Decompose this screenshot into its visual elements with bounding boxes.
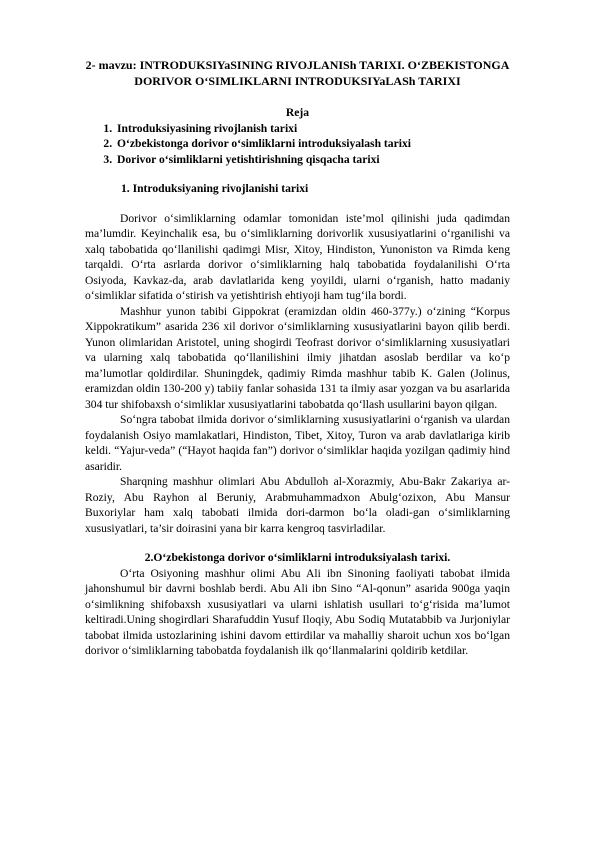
- section-2-heading: 2.O‘zbekistonga dorivor o‘simliklarni introduksiyalash tarixi.: [144, 551, 451, 564]
- plan-item: 2. O‘zbekistonga dorivor o‘simliklarni introduksiyalash tarixi: [115, 136, 510, 152]
- section-2-paragraph: O‘rta Osiyoning mashhur olimi Abu Ali ibn Sinoning faoliyati tabobat ilmida jahonshumul bir davrni boshlab berdi. Abu Ali ibn Sino “Al-qonun” asarida 900ga yaqin o‘simlikning shifobaxsh xususiyatlari va ularni ishlatish usullari to‘g‘risida ma’lumot keltiradi.Uning shogirdlari Sharafuddin Yusuf Iloqiy, Abu Sodiq Mutatabbib va Jurjoniylar tabobat ilmida ustozlarining ishini davom ettirdilar va mahalliy sharoit uchun xos bo‘lgan dorivor o‘simliklarning tabobatda foydalanish ilk qo‘llanmalarini qoldirib ketdilar.: [85, 566, 510, 657]
- document-page: [85, 57, 510, 659]
- document-title: 2- mavzu: INTRODUKSIYaSINING RIVOJLANISh TARIXI. O‘ZBEKISTONGA DORIVOR O‘SIMLIKLARNI INTRODUKSIYaLASh TARIXI: [85, 58, 510, 88]
- section-1-paragraph: Sharqning mashhur olimlari Abu Abdulloh al-Xorazmiy, Abu-Bakr Zakariya ar-Roziy, Abu Rayhon al Beruniy, Arabmuhammadxon Abulg‘ozixon, Abu Mansur Buxoriylar ham xalq tabobati ilmida dori-darmon bo‘la oladi-gan o‘simliklarning xususiyatlari, ta’sir doirasini yana bir karra kengroq tasvirladilar.: [85, 475, 510, 535]
- plan-item: 3. Dorivor o‘simliklarni yetishtirishning qisqacha tarixi: [115, 152, 510, 168]
- section-1-heading: 1. Introduksiyaning rivojlanishi tarixi: [121, 182, 309, 195]
- section-1-paragraph: Dorivor o‘simliklarning odamlar tomonidan iste’mol qilinishi juda qadimdan ma’lumdir. Keyinchalik esa, bu o‘simliklarning dorivorlik xususiyatlarini o‘rganilishi va xalq tabobatida qo‘llanilishi qadimgi Misr, Xitoy, Hindiston, Yunoniston va Rimda keng tarqaldi. O‘rta asrlarda dorivor o‘simliklarning halq tabobatida foydalanilishi O‘rta Osiyoda, Kavkaz-da, arab davlatlarida keng yoyildi, ularni o‘rganish, hatto madaniy o‘simliklar sifatida o‘stirish va yetishtirish ehtiyoji ham tug‘ila bordi.: [85, 211, 510, 302]
- plan-heading: Reja: [285, 106, 310, 119]
- plan-list: [85, 121, 510, 168]
- plan-item: 1. Introduksiyasining rivojlanish tarixi: [115, 121, 510, 137]
- section-1-paragraph: So‘ngra tabobat ilmida dorivor o‘simliklarning xususiyatlarini o‘rganish va ulardan foydalanish Osiyo mamlakatlari, Hindiston, Tibet, Xitoy, Turon va arab davlatlariga kirib keldi. “Yajur-veda” (“Hayot haqida fan”) dorivor o‘simliklar haqida yozilgan qadimiy hind asaridir.: [85, 413, 510, 473]
- section-1-paragraph: Mashhur yunon tabibi Gippokrat (eramizdan oldin 460-377y.) o‘zining “Korpus Xippokratikum” asarida 236 xil dorivor o‘simliklarning xususiyatlarini bayon qilib berdi. Yunon olimlaridan Aristotel, uning shogirdi Teofrast dorivor o‘simliklarning xususiyatlari va ularning xalq tabobatida qo‘llanilishini ilmiy jihatdan asoslab berdilar va ko‘p ma’lumotlar qoldirdilar. Shuningdek, qadimiy Rimda mashhur tabib K. Galen (Jolinus, eramizdan oldin 130-200 y) tabiiy fanlar sohasida 131 ta ilmiy asar yozgan va bu asarlarida 304 tur shifobaxsh o‘simliklar xususiyatlarini tabobatda qo‘llash usullarini bayon qilgan.: [85, 304, 510, 411]
